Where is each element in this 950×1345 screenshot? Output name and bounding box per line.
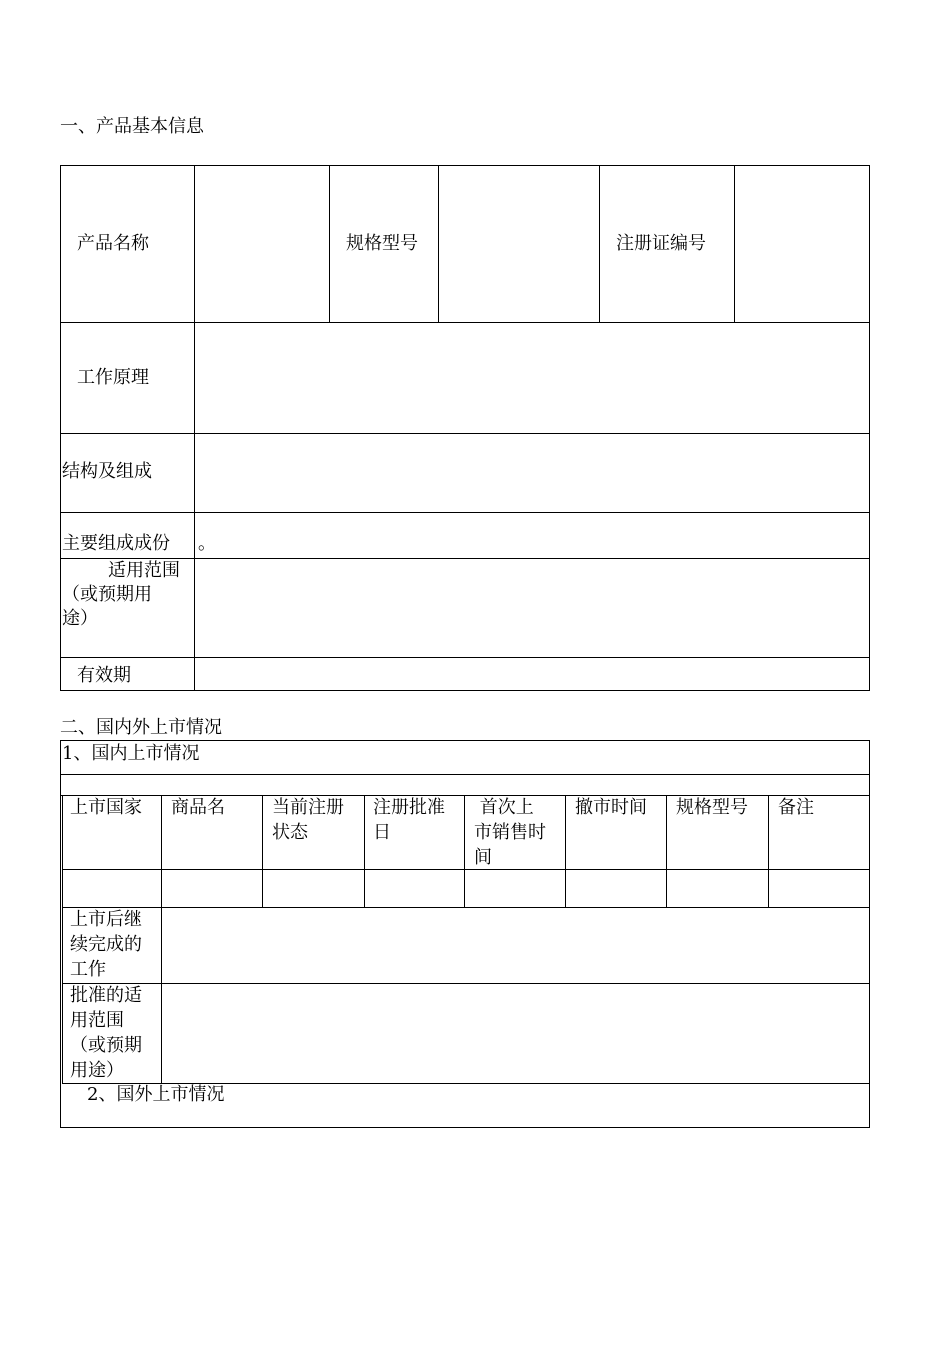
approved-scope-label-line4: 用途）	[70, 1060, 124, 1081]
header-current-reg-status-line2: 状态	[272, 822, 308, 843]
validity-label: 有效期	[77, 665, 131, 686]
foreign-market-title: 2、国外上市情况	[87, 1084, 225, 1105]
domestic-market-title: 1、国内上市情况	[62, 743, 200, 764]
approved-scope-label-line1: 批准的适	[70, 985, 142, 1006]
header-spec-model-line: 规格型号	[676, 797, 748, 818]
product-name-label: 产品名称	[77, 233, 149, 254]
header-approval-date-line1: 注册批准	[373, 797, 445, 818]
header-trade-name-line: 商品名	[171, 797, 225, 818]
section1-title: 一、产品基本信息	[60, 116, 204, 137]
header-trade-name	[171, 795, 259, 820]
main-components-value: 。	[198, 533, 216, 554]
post-market-work-label-line3: 工作	[70, 959, 106, 980]
scope-label-line3: 途）	[62, 608, 98, 629]
main-components-label: 主要组成成份	[62, 533, 170, 554]
approved-scope-label-line3: （或预期	[70, 1035, 142, 1056]
reg-cert-label: 注册证编号	[616, 233, 706, 254]
approved-scope-label-line2: 用范围	[70, 1010, 124, 1031]
header-country	[70, 795, 158, 820]
spec-model-label: 规格型号	[346, 233, 418, 254]
header-current-reg-status	[272, 795, 360, 845]
approved-scope-label	[70, 983, 158, 1083]
header-remarks	[778, 795, 866, 820]
header-first-sale-time-line3: 间	[474, 847, 492, 868]
section2-title: 二、国内外上市情况	[60, 717, 222, 738]
working-principle-label: 工作原理	[77, 367, 149, 388]
scope-label-line2: （或预期用	[62, 584, 152, 605]
post-market-work-label-line1: 上市后继	[70, 909, 142, 930]
header-country-line: 上市国家	[70, 797, 142, 818]
header-withdrawal-time	[575, 795, 663, 820]
header-approval-date	[373, 795, 461, 845]
header-withdrawal-time-line: 撤市时间	[575, 797, 647, 818]
header-remarks-line: 备注	[778, 797, 814, 818]
header-first-sale-time-line1: 首次上	[474, 797, 534, 818]
header-approval-date-line2: 日	[373, 822, 391, 843]
post-market-work-label-line2: 续完成的	[70, 934, 142, 955]
header-first-sale-time	[474, 795, 562, 870]
scope-label-line1: 适用范围	[108, 560, 180, 581]
structure-label: 结构及组成	[62, 461, 152, 482]
header-first-sale-time-line2: 市销售时	[474, 822, 546, 843]
post-market-work-label	[70, 907, 158, 982]
header-spec-model	[676, 795, 764, 820]
header-current-reg-status-line1: 当前注册	[272, 797, 344, 818]
